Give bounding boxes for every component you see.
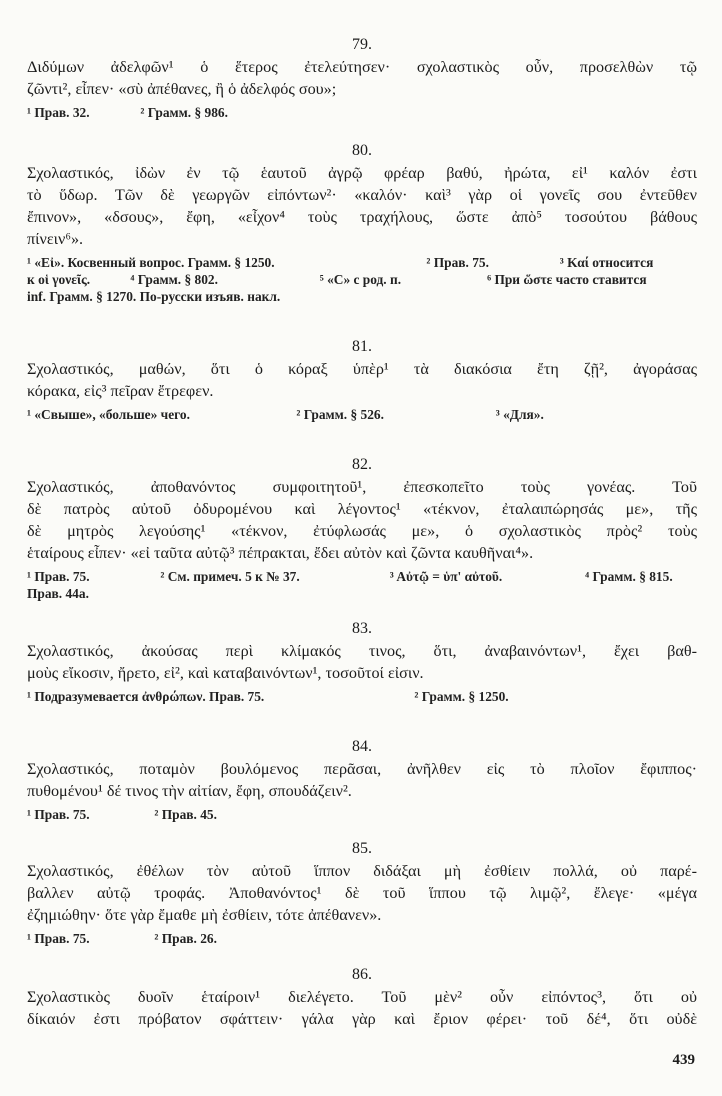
footnote: ⁴ Грамм. § 815.: [585, 569, 673, 584]
text-line: Διδύμων ἀδελφῶν¹ ὁ ἕτερος ἐτελεύτησεν· σχολαστικὸς οὖν, προσελθὼν τῷ: [27, 58, 697, 76]
footnote: ² Грамм. § 526.: [296, 407, 384, 422]
footnotes: [27, 104, 697, 121]
footnote-line: [27, 930, 697, 947]
footnote: ³ Καί относится: [559, 255, 654, 270]
footnote: ³ Αὐτῷ = ὑπ' αὐτοῦ.: [389, 569, 503, 584]
text-line: Σχολαστικός, ἐθέλων τὸν αὐτοῦ ἵππον διδάξαι μὴ ἐσθίειν πολλά, οὐ παρέ-: [27, 862, 697, 880]
text-line: μοὺς εἴκοσιν, ἤρετο, εἰ², καὶ καταβαινόντων¹, τοσοῦτοί εἰσιν.: [27, 664, 424, 682]
footnote: Прав. 44а.: [27, 586, 89, 601]
text-line: Σχολαστικός, ἀκούσας περὶ κλίμακός τινος, ὅτι, ἀναβαινόντων¹, ἔχει βαθ-: [27, 642, 697, 660]
footnote: ² Прав. 45.: [154, 807, 217, 822]
section-number: 83.: [352, 620, 372, 637]
footnote-line: [27, 104, 697, 121]
footnote: ² См. примеч. 5 к № 37.: [160, 569, 300, 584]
text-line: Σχολαστικός, ἀποθανόντος συμφοιτητοῦ¹, ἐπεσκοπεῖτο τοὺς γονέας. Τοῦ: [27, 478, 697, 496]
footnote: ¹ Прав. 75.: [27, 931, 90, 946]
footnote: ² Прав. 75.: [426, 255, 489, 270]
footnote-line: [27, 585, 697, 602]
text-line: ἐζημιώθην· ὅτε γὰρ ἔμαθε μὴ ἐσθίειν, τότε ἀπέθανεν».: [27, 906, 382, 924]
text-line: βαλλεν αὐτῷ τροφάς. Ἀποθανόντος¹ δὲ τοῦ ἵππου τῷ λιμῷ², ἔλεγε· «μέγα: [27, 884, 697, 902]
section-86: [27, 964, 697, 1034]
text-line: πυθομένου¹ δέ τινος τὴν αἰτίαν, ἔφη, σπουδάζειν².: [27, 782, 352, 800]
page-number: 439: [672, 1052, 695, 1068]
footnote: ² Прав. 26.: [154, 931, 217, 946]
footnotes: [27, 688, 697, 705]
section-text: [27, 986, 697, 1030]
footnotes: [27, 568, 697, 602]
text-line: δὲ μητρὸς λεγούσης¹ «τέκνον, ἐτύφλωσάς με», ὁ σχολαστικὸς πρὸς² τοὺς: [27, 522, 697, 540]
text-line: Σχολαστικός, ἰδὼν ἐν τῷ ἑαυτοῦ ἀγρῷ φρέαρ βαθύ, ἠρώτα, εἰ¹ καλόν ἐστι: [27, 164, 697, 182]
section-82: [27, 454, 697, 612]
section-number: 79.: [352, 36, 372, 53]
footnotes: [27, 806, 697, 823]
footnote: ² Грамм. § 1250.: [414, 689, 509, 704]
text-line: Σχολαστικὸς δυοῖν ἑταίροιν¹ διελέγετο. Τοῦ μὲν² οὖν εἰπόντος³, ὅτι οὐ: [27, 988, 697, 1006]
footnote: ¹ «Свыше», «больше» чего.: [27, 407, 190, 422]
section-number: 86.: [352, 966, 372, 983]
section-text: [27, 640, 697, 684]
footnote-line: [27, 688, 697, 705]
section-80: [27, 140, 697, 315]
section-text: [27, 358, 697, 402]
text-line: δὲ πατρὸς αὐτοῦ ὀδυρομένου καὶ λέγοντος¹ «τέκνον, ἐταλαιπώρησάς με», τῆς: [27, 500, 697, 518]
footnote: ¹ «Εἰ». Косвенный вопрос. Грамм. § 1250.: [27, 255, 275, 270]
section-81: [27, 336, 697, 433]
footnote-line: [27, 288, 697, 305]
footnote: ¹ Прав. 75.: [27, 569, 90, 584]
section-text: [27, 162, 697, 250]
text-line: Σχολαστικός, μαθών, ὅτι ὁ κόραξ ὑπὲρ¹ τὰ διακόσια ἔτη ζῇ², ἀγοράσας: [27, 360, 697, 378]
footnote: к οἱ γονεῖς.: [27, 272, 91, 287]
footnote: ¹ Прав. 32.: [27, 105, 90, 120]
section-number: 80.: [352, 142, 372, 159]
section-number: 85.: [352, 840, 372, 857]
footnote: ⁶ При ὥστε часто ставится: [487, 272, 647, 287]
footnotes: [27, 406, 697, 423]
text-line: ζῶντι², εἶπεν· «σὺ ἀπέθανες, ἢ ὁ ἀδελφός σου»;: [27, 80, 337, 98]
section-text: [27, 476, 697, 564]
text-line: ἔπινον», «δσους», ἔφη, «εἶχον⁴ τοὺς τραχήλους, ὥστε ἀπὸ⁵ τοσούτου βάθους: [27, 208, 697, 226]
footnote: inf. Грамм. § 1270. По-русски изъяв. накл.: [27, 289, 281, 304]
text-line: πίνειν⁶».: [27, 230, 84, 248]
footnote: ¹ Прав. 75.: [27, 807, 90, 822]
text-line: ἑταίρους εἶπεν· «εἰ ταῦτα αὐτῷ³ πέπρακται, ἔδει αὐτὸν καὶ ζῶντα καυθῆναι⁴».: [27, 544, 534, 562]
footnote-line: [27, 254, 697, 271]
footnote-line: [27, 568, 697, 585]
footnote: ⁵ «С» с род. п.: [319, 272, 402, 287]
section-text: [27, 758, 697, 802]
footnotes: [27, 254, 697, 305]
section-text: [27, 860, 697, 926]
section-84: [27, 736, 697, 833]
text-line: κόρακα, εἰς³ πεῖραν ἔτρεφεν.: [27, 382, 214, 400]
text-line: τὸ ὕδωρ. Τῶν δὲ γεωργῶν εἰπόντων²· «καλόν· καὶ³ γὰρ οἱ γονεῖς σου ἐντεῦθεν: [27, 186, 697, 204]
footnote-line: [27, 406, 697, 423]
section-83: [27, 618, 697, 715]
section-number: 82.: [352, 456, 372, 473]
footnotes: [27, 930, 697, 947]
footnote: ² Грамм. § 986.: [140, 105, 228, 120]
footnote-line: [27, 806, 697, 823]
footnote: ⁴ Грамм. § 802.: [130, 272, 218, 287]
section-85: [27, 838, 697, 957]
section-79: [27, 34, 697, 131]
footnote: ¹ Подразумевается ἀνθρώπων. Прав. 75.: [27, 689, 265, 704]
footnote: ³ «Для».: [495, 407, 544, 422]
footnote-line: [27, 271, 697, 288]
section-text: [27, 56, 697, 100]
text-line: Σχολαστικός, ποταμὸν βουλόμενος περᾶσαι, ἀνῆλθεν εἰς τὸ πλοῖον ἔφιππος·: [27, 760, 697, 778]
text-line: δίκαιόν ἐστι πρόβατον σφάττειν· γάλα γὰρ καὶ ἔριον φέρει· τοῦ δέ⁴, ὅτι οὐδὲ: [27, 1010, 697, 1028]
section-number: 84.: [352, 738, 372, 755]
section-number: 81.: [352, 338, 372, 355]
